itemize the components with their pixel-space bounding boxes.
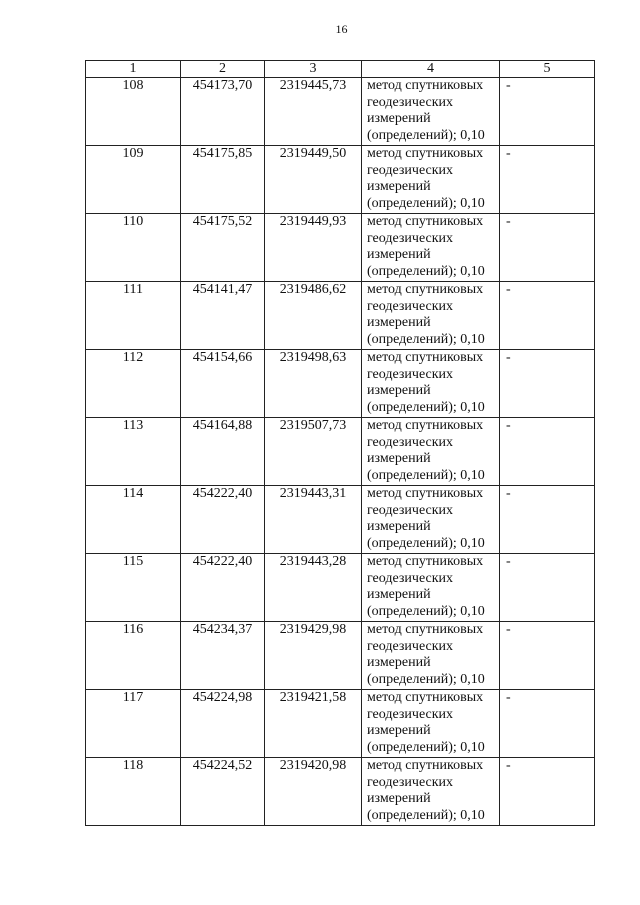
method-line: измерений (367, 451, 431, 466)
method-line: (определений); 0,10 (367, 263, 485, 279)
description-cell: - (500, 486, 595, 554)
table-row (86, 214, 595, 282)
x-coordinate-cell: 454164,88 (181, 418, 265, 486)
method-line: измерений (367, 315, 431, 330)
method-line: метод спутниковых (367, 622, 484, 637)
description-cell: - (500, 214, 595, 282)
table-row (86, 418, 595, 486)
method-line: измерений (367, 791, 431, 806)
method-line: геодезических (367, 434, 454, 450)
point-number-cell: 114 (86, 486, 181, 554)
table-row (86, 622, 595, 690)
method-line: метод спутниковых (367, 350, 484, 365)
method-line: (определений); 0,10 (367, 399, 485, 415)
method-line: измерений (367, 179, 431, 194)
column-header: 2 (181, 61, 265, 78)
method-line: метод спутниковых (367, 214, 484, 229)
method-line: геодезических (367, 94, 454, 110)
column-header: 3 (265, 61, 362, 78)
method-line: (определений); 0,10 (367, 603, 485, 619)
point-number-cell: 110 (86, 214, 181, 282)
table-header-row (86, 61, 595, 78)
method-line: геодезических (367, 774, 454, 790)
table-row (86, 554, 595, 622)
method-line: геодезических (367, 298, 454, 314)
method-line: измерений (367, 111, 431, 126)
x-coordinate-cell: 454175,52 (181, 214, 265, 282)
x-coordinate-cell: 454141,47 (181, 282, 265, 350)
method-cell (362, 554, 500, 622)
method-line: метод спутниковых (367, 758, 484, 773)
point-number-cell: 111 (86, 282, 181, 350)
column-header: 4 (362, 61, 500, 78)
method-line: измерений (367, 587, 431, 602)
description-cell: - (500, 78, 595, 146)
method-line: (определений); 0,10 (367, 195, 485, 211)
method-line: измерений (367, 247, 431, 262)
description-cell: - (500, 758, 595, 826)
y-coordinate-cell: 2319498,63 (265, 350, 362, 418)
table-row (86, 146, 595, 214)
method-cell (362, 350, 500, 418)
method-line: метод спутниковых (367, 78, 484, 93)
table-row (86, 486, 595, 554)
description-cell: - (500, 418, 595, 486)
method-line: (определений); 0,10 (367, 671, 485, 687)
page-number: 16 (335, 22, 348, 36)
method-line: (определений); 0,10 (367, 739, 485, 755)
method-cell (362, 622, 500, 690)
method-line: метод спутниковых (367, 690, 484, 705)
method-cell (362, 690, 500, 758)
coordinates-table (85, 60, 595, 826)
method-line: геодезических (367, 366, 454, 382)
x-coordinate-cell: 454222,40 (181, 554, 265, 622)
method-line: измерений (367, 655, 431, 670)
column-header: 1 (86, 61, 181, 78)
y-coordinate-cell: 2319449,50 (265, 146, 362, 214)
method-line: геодезических (367, 502, 454, 518)
method-line: геодезических (367, 570, 454, 586)
method-cell (362, 78, 500, 146)
method-line: (определений); 0,10 (367, 807, 485, 823)
method-line: метод спутниковых (367, 418, 484, 433)
method-cell (362, 418, 500, 486)
x-coordinate-cell: 454154,66 (181, 350, 265, 418)
method-cell (362, 214, 500, 282)
column-header: 5 (500, 61, 595, 78)
method-cell (362, 282, 500, 350)
method-line: метод спутниковых (367, 282, 484, 297)
method-cell (362, 486, 500, 554)
method-line: метод спутниковых (367, 486, 484, 501)
y-coordinate-cell: 2319421,58 (265, 690, 362, 758)
point-number-cell: 117 (86, 690, 181, 758)
x-coordinate-cell: 454222,40 (181, 486, 265, 554)
y-coordinate-cell: 2319486,62 (265, 282, 362, 350)
y-coordinate-cell: 2319420,98 (265, 758, 362, 826)
point-number-cell: 112 (86, 350, 181, 418)
x-coordinate-cell: 454234,37 (181, 622, 265, 690)
description-cell: - (500, 282, 595, 350)
y-coordinate-cell: 2319443,28 (265, 554, 362, 622)
method-line: измерений (367, 723, 431, 738)
x-coordinate-cell: 454224,52 (181, 758, 265, 826)
method-line: (определений); 0,10 (367, 535, 485, 551)
description-cell: - (500, 146, 595, 214)
y-coordinate-cell: 2319443,31 (265, 486, 362, 554)
point-number-cell: 109 (86, 146, 181, 214)
point-number-cell: 118 (86, 758, 181, 826)
x-coordinate-cell: 454224,98 (181, 690, 265, 758)
method-line: метод спутниковых (367, 146, 484, 161)
point-number-cell: 116 (86, 622, 181, 690)
table-row (86, 758, 595, 826)
method-cell (362, 146, 500, 214)
method-line: (определений); 0,10 (367, 127, 485, 143)
point-number-cell: 115 (86, 554, 181, 622)
description-cell: - (500, 690, 595, 758)
x-coordinate-cell: 454173,70 (181, 78, 265, 146)
y-coordinate-cell: 2319449,93 (265, 214, 362, 282)
table-row (86, 78, 595, 146)
y-coordinate-cell: 2319507,73 (265, 418, 362, 486)
y-coordinate-cell: 2319429,98 (265, 622, 362, 690)
method-line: метод спутниковых (367, 554, 484, 569)
method-line: геодезических (367, 638, 454, 654)
method-line: геодезических (367, 162, 454, 178)
table-row (86, 350, 595, 418)
method-line: (определений); 0,10 (367, 467, 485, 483)
description-cell: - (500, 622, 595, 690)
point-number-cell: 108 (86, 78, 181, 146)
method-cell (362, 758, 500, 826)
method-line: измерений (367, 519, 431, 534)
method-line: измерений (367, 383, 431, 398)
description-cell: - (500, 350, 595, 418)
point-number-cell: 113 (86, 418, 181, 486)
method-line: (определений); 0,10 (367, 331, 485, 347)
x-coordinate-cell: 454175,85 (181, 146, 265, 214)
y-coordinate-cell: 2319445,73 (265, 78, 362, 146)
table-row (86, 690, 595, 758)
method-line: геодезических (367, 706, 454, 722)
table-row (86, 282, 595, 350)
method-line: геодезических (367, 230, 454, 246)
description-cell: - (500, 554, 595, 622)
